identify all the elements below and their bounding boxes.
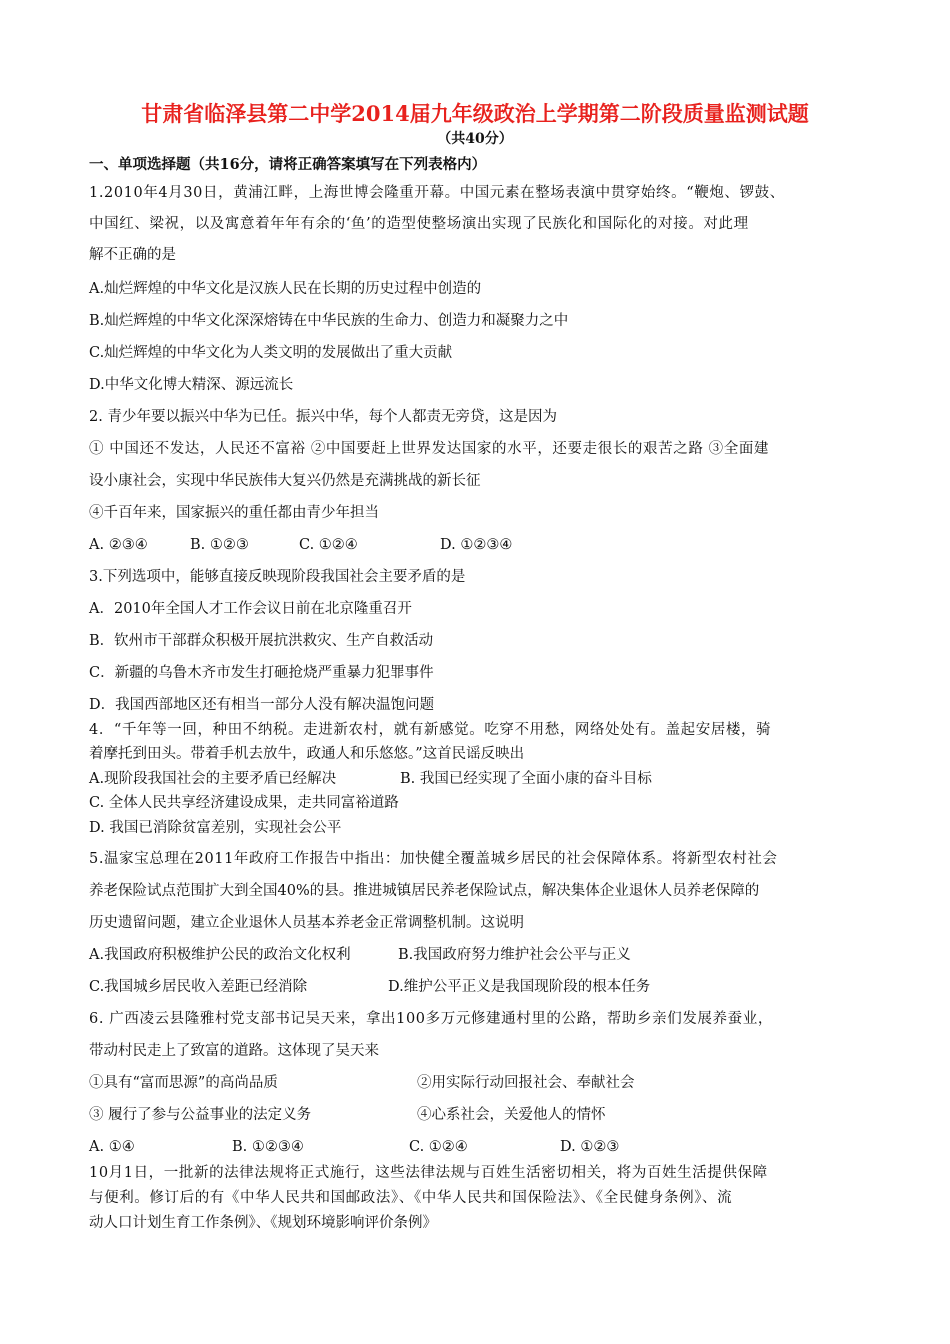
q3-option-a: A．2010年全国人才工作会议日前在北京隆重召开 xyxy=(89,601,412,617)
q2-option-c: C. ①②④ xyxy=(299,537,358,553)
q5-stem-line-1: 5.温家宝总理在2011年政府工作报告中指出：加快健全覆盖城乡居民的社会保障体系。将新型农村社会 xyxy=(89,851,778,867)
q4-stem-line-1: 4．“千年等一回，种田不纳税。走进新农村，就有新感觉。吃穿不用愁，网络处处有。盖起安居楼，骑 xyxy=(89,722,772,738)
q3-stem: 3.下列选项中，能够直接反映现阶段我国社会主要矛盾的是 xyxy=(89,569,466,585)
q2-stem-line-4: ④千百年来，国家振兴的重任都由青少年担当 xyxy=(89,505,379,521)
q5-option-d: D.维护公平正义是我国现阶段的根本任务 xyxy=(388,979,651,995)
q2-stem-line-1: 2. 青少年要以振兴中华为已任。振兴中华，每个人都责无旁贷，这是因为 xyxy=(89,409,557,425)
section-heading: 一、单项选择题（共16分，请将正确答案填写在下列表格内） xyxy=(89,156,487,173)
q7-stem-line-1: 10月1日，一批新的法律法规将正式施行，这些法律法规与百姓生活密切相关，将为百姓生活提供保障 xyxy=(89,1165,768,1181)
q1-stem-line-1: 1.2010年4月30日，黄浦江畔，上海世博会隆重开幕。中国元素在整场表演中贯穿始终。“鞭炮、锣鼓、 xyxy=(89,185,785,201)
q6-item-4: ④心系社会，关爱他人的情怀 xyxy=(417,1107,606,1123)
q7-stem-line-3: 动人口计划生育工作条例》、《规划环境影响评价条例》 xyxy=(89,1215,437,1231)
q6-option-a: A. ①④ xyxy=(89,1139,135,1155)
q4-option-d: D. 我国已消除贫富差别，实现社会公平 xyxy=(89,820,342,836)
q6-item-3: ③ 履行了参与公益事业的法定义务 xyxy=(89,1107,312,1123)
q1-stem-line-3: 解不正确的是 xyxy=(89,247,176,263)
q3-option-c: C．新疆的乌鲁木齐市发生打砸抢烧严重暴力犯罪事件 xyxy=(89,665,434,681)
q6-option-d: D. ①②③ xyxy=(560,1139,620,1155)
q4-option-a: A.现阶段我国社会的主要矛盾已经解决 xyxy=(89,771,337,787)
q4-option-b: B. 我国已经实现了全面小康的奋斗目标 xyxy=(400,771,652,787)
exam-title: 甘肃省临泽县第二中学2014届九年级政治上学期第二阶段质量监测试题 xyxy=(141,101,809,126)
q5-option-a: A.我国政府积极维护公民的政治文化权利 xyxy=(89,947,351,963)
q7-stem-line-2: 与便利。修订后的有《中华人民共和国邮政法》、《中华人民共和国保险法》、《全民健身条例》、流 xyxy=(89,1190,733,1206)
q6-stem-line-2: 带动村民走上了致富的道路。这体现了吴天来 xyxy=(89,1043,379,1059)
q3-option-d: D．我国西部地区还有相当一部分人没有解决温饱问题 xyxy=(89,697,435,713)
q1-option-d: D.中华文化博大精深、源远流长 xyxy=(89,377,294,393)
q1-stem-line-2: 中国红、梁祝，以及寓意着年年有余的‘鱼’的造型使整场演出实现了民族化和国际化的对接。对此理 xyxy=(89,216,749,232)
q2-stem-line-3: 设小康社会，实现中华民族伟大复兴仍然是充满挑战的新长征 xyxy=(89,473,481,489)
q5-option-b: B.我国政府努力维护社会公平与正义 xyxy=(398,947,631,963)
q5-option-c: C.我国城乡居民收入差距已经消除 xyxy=(89,979,308,995)
q6-option-c: C. ①②④ xyxy=(409,1139,468,1155)
q6-option-b: B. ①②③④ xyxy=(232,1139,304,1155)
q2-option-d: D. ①②③④ xyxy=(440,537,513,553)
q5-stem-line-2: 养老保险试点范围扩大到全国40%的县。推进城镇居民养老保险试点，解决集体企业退休人员养老保障的 xyxy=(89,883,760,899)
q2-option-b: B. ①②③ xyxy=(190,537,249,553)
exam-subtitle: （共40分） xyxy=(437,131,513,147)
q4-stem-line-2: 着摩托到田头。带着手机去放牛，政通人和乐悠悠。”这首民谣反映出 xyxy=(89,746,525,762)
q6-item-1: ①具有“富而思源”的高尚品质 xyxy=(89,1075,278,1091)
q2-option-a: A. ②③④ xyxy=(89,537,148,553)
q4-option-c: C. 全体人民共享经济建设成果，走共同富裕道路 xyxy=(89,795,399,811)
q6-stem-line-1: 6. 广西凌云县隆雅村党支部书记吴天来，拿出100多万元修建通村里的公路，帮助乡亲们发展养蚕业， xyxy=(89,1011,773,1027)
q1-option-a: A.灿烂辉煌的中华文化是汉族人民在长期的历史过程中创造的 xyxy=(89,281,482,297)
q2-stem-line-2: ① 中国还不发达，人民还不富裕 ②中国要赶上世界发达国家的水平，还要走很长的艰苦之路 ③全面建 xyxy=(89,441,770,457)
q3-option-b: B．钦州市干部群众积极开展抗洪救灾、生产自救活动 xyxy=(89,633,434,649)
q6-item-2: ②用实际行动回报社会、奉献社会 xyxy=(417,1075,635,1091)
q1-option-c: C.灿烂辉煌的中华文化为人类文明的发展做出了重大贡献 xyxy=(89,345,453,361)
q1-option-b: B.灿烂辉煌的中华文化深深熔铸在中华民族的生命力、创造力和凝聚力之中 xyxy=(89,313,569,329)
q5-stem-line-3: 历史遗留问题，建立企业退休人员基本养老金正常调整机制。这说明 xyxy=(89,915,524,931)
